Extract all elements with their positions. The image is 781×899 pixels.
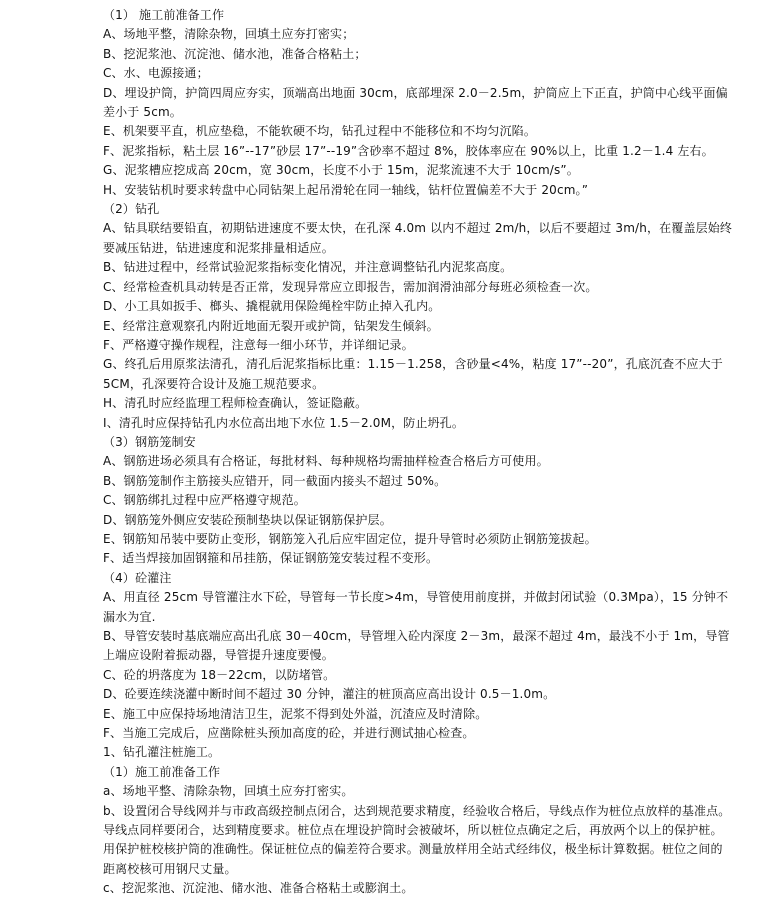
text-line: E、钢筋知吊装中要防止变形，钢筋笼入孔后应牢固定位，提升导管时必须防止钢筋笼拔起。 (103, 531, 597, 546)
text-line: E、施工中应保持场地清洁卫生，泥浆不得到处外溢，沉渣应及时清除。 (103, 706, 488, 721)
text-line: D、钢筋笼外侧应安装砼预制垫块以保证钢筋保护层。 (103, 512, 392, 527)
text-line: F、严格遵守操作规程，注意每一细小环节，并详细记录。 (103, 337, 414, 352)
text-line: D、砼要连续浇灌中断时间不超过 30 分钟，灌注的桩顶高应高出设计 0.5－1.0m。 (103, 687, 556, 702)
heading-concrete-pouring: （4）砼灌注 (103, 570, 172, 585)
text-line: C、砼的坍落度为 18－22cm，以防堵管。 (103, 667, 336, 682)
text-line: I、清孔时应保持钻孔内水位高出地下水位 1.5－2.0M，防止坍孔。 (103, 415, 464, 430)
text-line: B、钢筋笼制作主筋接头应错开，同一截面内接头不超过 50%。 (103, 473, 447, 488)
text-line: G、泥浆槽应挖成高 20cm，宽 30cm，长度不小于 15m，泥浆流速不大于 10cm/s”。 (103, 163, 579, 178)
text-line: c、挖泥浆池、沉淀池、储水池、准备合格粘土或膨润土。 (103, 881, 414, 896)
text-line: G、终孔后用原浆法清孔，清孔后泥浆指标比重：1.15－1.258，含砂量<4%，粘度 17”--20”，孔底沉查不应大于 5CM，孔深要符合设计及施工规范要求。 (103, 357, 723, 391)
text-line: F、适当焊接加固钢箍和吊挂筋，保证钢筋笼安装过程不变形。 (103, 551, 439, 566)
text-line: H、清孔时应经监理工程师检查确认，签证隐蔽。 (103, 396, 368, 411)
text-line: A、钻具联结要铅直，初期钻进速度不要太快，在孔深 4.0m 以内不超过 2m/h，以后不要超过 3m/h，在覆盖层始终要减压钻进，钻进速度和泥浆排量相适应。 (103, 221, 733, 255)
heading-rebar-cage: （3）钢筋笼制安 (103, 434, 196, 449)
text-line: A、钢筋进场必须具有合格证，每批材料、每种规格均需抽样检查合格后方可使用。 (103, 454, 549, 469)
text-line: F、泥浆指标，粘土层 16”--17”砂层 17”--19”含砂率不超过 8%，胶体率应在 90%以上，比重 1.2－1.4 左右。 (103, 143, 714, 158)
text-line: B、钻进过程中，经常试验泥浆指标变化情况，并注意调整钻孔内泥浆高度。 (103, 260, 513, 275)
text-line: C、水、电源接通； (103, 66, 209, 81)
text-line: E、经常注意观察孔内附近地面无裂开或护筒，钻架发生倾斜。 (103, 318, 439, 333)
text-line: a、场地平整、清除杂物，回填土应夯打密实。 (103, 784, 354, 799)
text-line: A、用直径 25cm 导管灌注水下砼，导管每一节长度>4m，导管使用前度拼，并做封闭试验（0.3Mpa），15 分钟不漏水为宜. (103, 590, 729, 624)
text-line: C、钢筋绑扎过程中应严格遵守规范。 (103, 493, 306, 508)
text-line: D、埋设护筒，护筒四周应夯实，顶端高出地面 30cm，底部埋深 2.0－2.5m，护筒应上下正直，护筒中心线平面偏差小于 5cm。 (103, 85, 728, 120)
text-line: B、挖泥浆池、沉淀池、储水池，准备合格粘土； (103, 46, 367, 61)
heading-bored-pile: 1、钻孔灌注桩施工。 (103, 745, 221, 760)
text-line: C、经常检查机具动转是否正常，发现异常应立即报告，需加润滑油部分每班必须检查一次。 (103, 279, 598, 294)
text-line: B、导管安装时基底端应高出孔底 30－40cm，导管埋入砼内深度 2－3m，最深不超过 4m，最浅不小于 1m，导管上端应设附着振动器，导管提升速度要慢。 (103, 629, 730, 663)
heading-prep-work: （1） 施工前准备工作 (103, 8, 225, 22)
text-line: F、当施工完成后，应凿除桩头预加高度的砼，并进行测试抽心检查。 (103, 726, 475, 741)
text-line: A、场地平整，清除杂物，回填土应夯打密实； (103, 27, 355, 42)
heading-prep-work-2: （1）施工前准备工作 (103, 764, 221, 779)
text-line: b、设置闭合导线网并与市政高级控制点闭合，达到规范要求精度，经验收合格后，导线点作为桩位点放样的基准点。导线点同样要闭合，达到精度要求。桩位点在埋设护筒时会被破坏，所以桩位点确定之后，再放两个以上的保护桩。用保护桩校核护筒的准确性。保证桩位点的偏差符合要求。测量放样用全站式经纬仪，极坐标计算数据。桩位之间的距离校核可用钢尺丈量。 (103, 803, 731, 876)
text-line: H、安装钻机时要求转盘中心同钻架上起吊滑轮在同一轴线，钻杆位置偏差不大于 20cm。” (103, 182, 589, 197)
text-line: D、小工具如扳手、榔头、撬棍就用保险绳栓牢防止掉入孔内。 (103, 299, 441, 314)
text-line: E、机架要平直，机应垫稳，不能软硬不均，钻孔过程中不能移位和不均匀沉陷。 (103, 124, 536, 139)
heading-drilling: （2）钻孔 (103, 202, 160, 217)
